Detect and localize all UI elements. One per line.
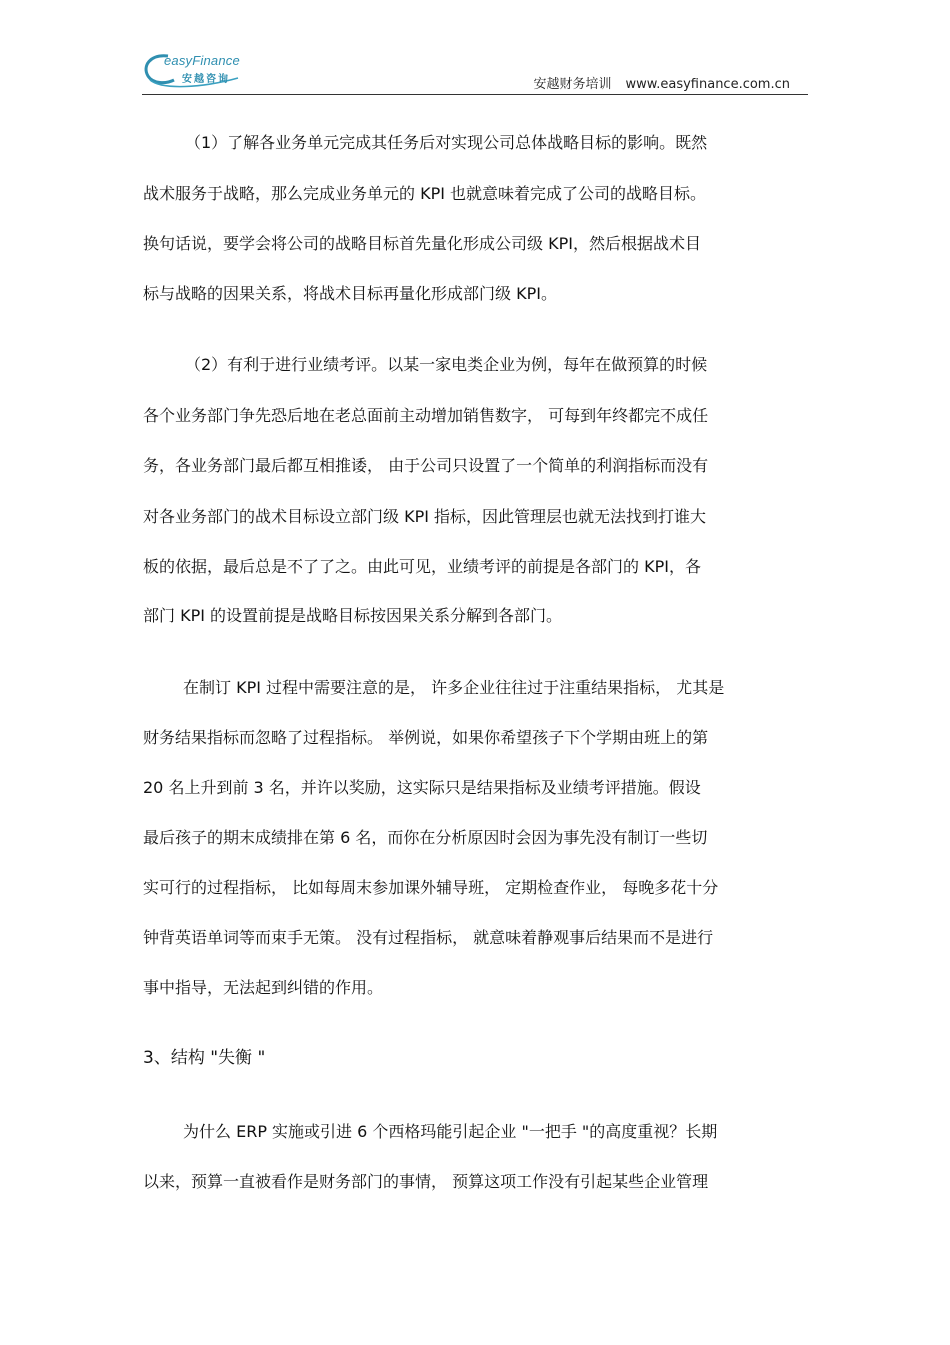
- paragraph-line: 事中指导，无法起到纠错的作用。: [143, 978, 384, 997]
- header-org-name: 安越财务培训: [533, 77, 612, 92]
- logo-wordmark: easyFinance: [164, 53, 240, 68]
- paragraph-line: 财务结果指标而忽略了过程指标。 举例说，如果你希望孩子下个学期由班上的第: [143, 728, 709, 747]
- paragraph-line: （2）有利于进行业绩考评。以某一家电类企业为例，每年在做预算的时候: [185, 355, 708, 374]
- paragraph-line: 标与战略的因果关系，将战术目标再量化形成部门级 KPI。: [143, 284, 557, 303]
- paragraph-line: 在制订 KPI 过程中需要注意的是， 许多企业往往过于注重结果指标， 尤其是: [183, 678, 725, 697]
- paragraph-line: 务，各业务部门最后都互相推诿， 由于公司只设置了一个简单的利润指标而没有: [143, 456, 709, 475]
- paragraph-line: 钟背英语单词等而束手无策。 没有过程指标， 就意味着静观事后结果而不是进行: [143, 928, 714, 947]
- paragraph-line: 20 名上升到前 3 名，并许以奖励，这实际只是结果指标及业绩考评措施。假设: [143, 778, 701, 797]
- paragraph-line: 对各业务部门的战术目标设立部门级 KPI 指标，因此管理层也就无法找到打谁大: [143, 507, 707, 526]
- header-info: [534, 73, 790, 92]
- paragraph-line: 为什么 ERP 实施或引进 6 个西格玛能引起企业 "一把手 "的高度重视？长期: [183, 1122, 718, 1141]
- paragraph-line: （1）了解各业务单元完成其任务后对实现公司总体战略目标的影响。既然: [185, 133, 708, 152]
- company-logo: [142, 50, 252, 92]
- logo-chinese-name: 安越咨询: [182, 74, 230, 85]
- paragraph-line: 各个业务部门争先恐后地在老总面前主动增加销售数字， 可每到年终都完不成任: [143, 406, 709, 425]
- paragraph-line: 实可行的过程指标， 比如每周末参加课外辅导班， 定期检查作业， 每晚多花十分: [143, 878, 719, 897]
- header-divider: [142, 94, 808, 95]
- section-heading: 3、结构 "失衡 ": [143, 1048, 266, 1068]
- paragraph-line: 部门 KPI 的设置前提是战略目标按因果关系分解到各部门。: [143, 606, 563, 625]
- paragraph-line: 战术服务于战略，那么完成业务单元的 KPI 也就意味着完成了公司的战略目标。: [143, 184, 707, 203]
- paragraph-line: 最后孩子的期末成绩排在第 6 名，而你在分析原因时会因为事先没有制订一些切: [143, 828, 708, 847]
- paragraph-line: 换句话说，要学会将公司的战略目标首先量化形成公司级 KPI，然后根据战术目: [143, 234, 701, 253]
- header-website: www.easyfinance.com.cn: [625, 77, 790, 92]
- paragraph-line: 板的依据，最后总是不了了之。由此可见，业绩考评的前提是各部门的 KPI，各: [143, 557, 701, 576]
- paragraph-line: 以来，预算一直被看作是财务部门的事情， 预算这项工作没有引起某些企业管理: [143, 1172, 709, 1191]
- page-header: [142, 46, 808, 95]
